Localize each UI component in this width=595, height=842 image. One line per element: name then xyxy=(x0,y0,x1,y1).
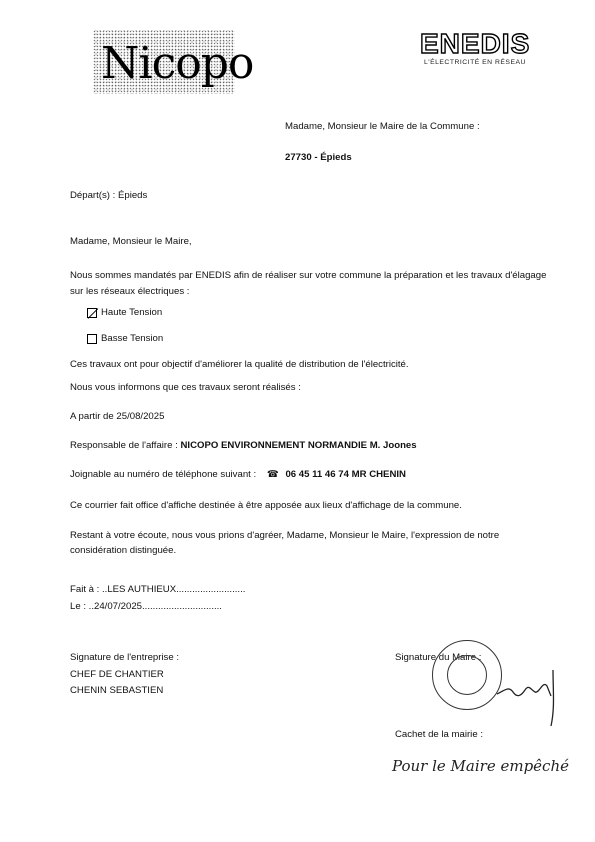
mayor-signature-scribble xyxy=(495,650,565,730)
place-line: Fait à : ..LES AUTHIEUX.......................... xyxy=(70,584,246,595)
handwritten-note: Pour le Maire empêché xyxy=(392,757,569,775)
responsible-value: NICOPO ENVIRONNEMENT NORMANDIE M. Joones xyxy=(180,440,417,451)
enedis-logo xyxy=(420,28,542,74)
mayor-signature-title: Signature du Maire : xyxy=(395,652,482,663)
phone-label: Joignable au numéro de téléphone suivant : xyxy=(70,469,257,480)
closing-paragraph: Restant à votre écoute, nous vous prions d'agréer, Madame, Monsieur le Maire, l'expression de notre considération distinguée. xyxy=(70,530,500,556)
objective-line: Ces travaux ont pour objectif d'améliorer la qualité de distribution de l'électricité. xyxy=(70,359,409,370)
phone-line xyxy=(70,469,406,480)
notice-line: Ce courrier fait office d'affiche destinée à être apposée aux lieux d'affichage de la commune. xyxy=(70,500,462,511)
salutation: Madame, Monsieur le Maire, xyxy=(70,236,192,247)
phone-number: 06 45 11 46 74 MR CHENIN xyxy=(285,469,406,480)
enedis-logo-text: ENEDIS xyxy=(420,28,531,59)
checkbox-unchecked xyxy=(87,334,97,344)
nicopo-logo-text: Nicopo xyxy=(101,38,254,89)
company-name: CHENIN SEBASTIEN xyxy=(70,685,164,696)
departure-line: Départ(s) : Épieds xyxy=(70,190,148,201)
inform-line: Nous vous informons que ces travaux seront réalisés : xyxy=(70,382,301,393)
recipient-commune: 27730 - Épieds xyxy=(285,152,352,163)
date-line: Le : ..24/07/2025.............................. xyxy=(70,601,222,612)
responsible-line xyxy=(70,440,417,451)
start-date: A partir de 25/08/2025 xyxy=(70,411,165,422)
mairie-stamp xyxy=(432,640,502,710)
checkbox-checked xyxy=(87,308,97,318)
option-label: Haute Tension xyxy=(101,307,163,318)
phone-icon: ☎ xyxy=(266,469,279,480)
company-role: CHEF DE CHANTIER xyxy=(70,669,164,680)
responsible-label: Responsable de l'affaire : xyxy=(70,440,178,451)
enedis-tagline: L'ÉLECTRICITÉ EN RÉSEAU xyxy=(424,59,526,66)
recipient-line: Madame, Monsieur le Maire de la Commune : xyxy=(285,121,480,132)
option-label: Basse Tension xyxy=(101,333,164,344)
intro-paragraph: Nous sommes mandatés par ENEDIS afin de réaliser sur votre commune la préparation et les travaux d'élagage sur les réseaux électriques : xyxy=(70,270,547,297)
company-signature-title: Signature de l'entreprise : xyxy=(70,652,180,663)
nicopo-logo xyxy=(93,30,254,94)
stamp-inner-ring xyxy=(447,655,487,695)
stamp-label: Cachet de la mairie : xyxy=(395,729,483,740)
